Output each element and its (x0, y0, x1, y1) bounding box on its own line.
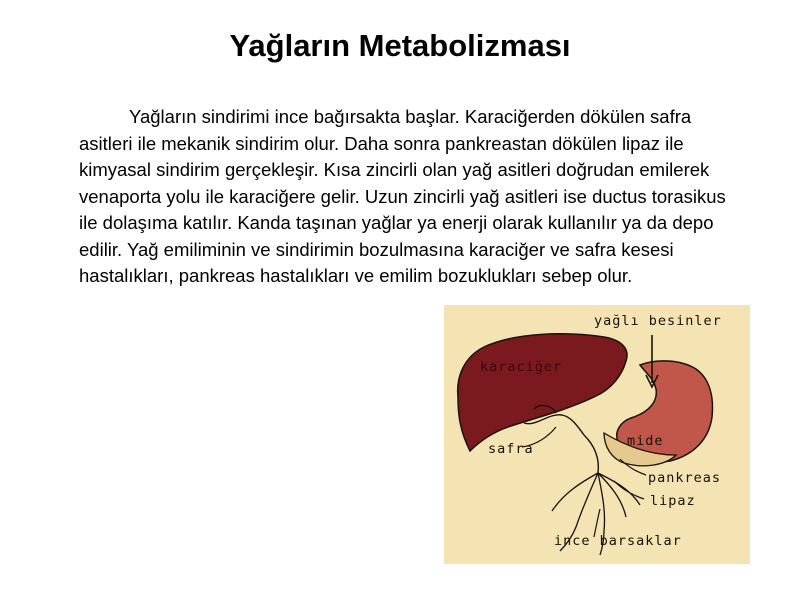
digestion-diagram-svg (444, 305, 750, 564)
label-small-intestine: ince barsaklar (554, 533, 682, 549)
label-bile: safra (488, 441, 534, 457)
liver-shape (458, 334, 627, 451)
slide-paragraph: Yağların sindirimi ince bağırsakta başlar. Karaciğerden dökülen safra asitleri ile mekanik sindirim olur. Daha sonra pankreastan dökülen lipaz ile kimyasal sindirim gerçekleşir. Kısa zincirli olan yağ asitleri doğrudan emilerek venaporta yolu ile karaciğere gelir. Uzun zincirli yağ asitleri ise ductus torasikus ile dolaşıma katılır. Kanda taşınan yağlar ya enerji olarak kullanılır ya da depo edilir. Yağ emiliminin ve sindirimin bozulmasına karaciğer ve safra kesesi hastalıkları, pankreas hastalıkları ve emilim bozuklukları sebep olur. (79, 106, 726, 286)
label-pancreas: pankreas (648, 470, 722, 486)
digestion-diagram (444, 305, 750, 564)
label-liver: karaciğer (480, 359, 563, 375)
slide-title: Yağların Metabolizması (229, 28, 571, 63)
label-lipase: lipaz (650, 493, 696, 509)
label-stomach: mide (627, 433, 664, 449)
label-fatty-foods: yağlı besinler (594, 313, 722, 329)
